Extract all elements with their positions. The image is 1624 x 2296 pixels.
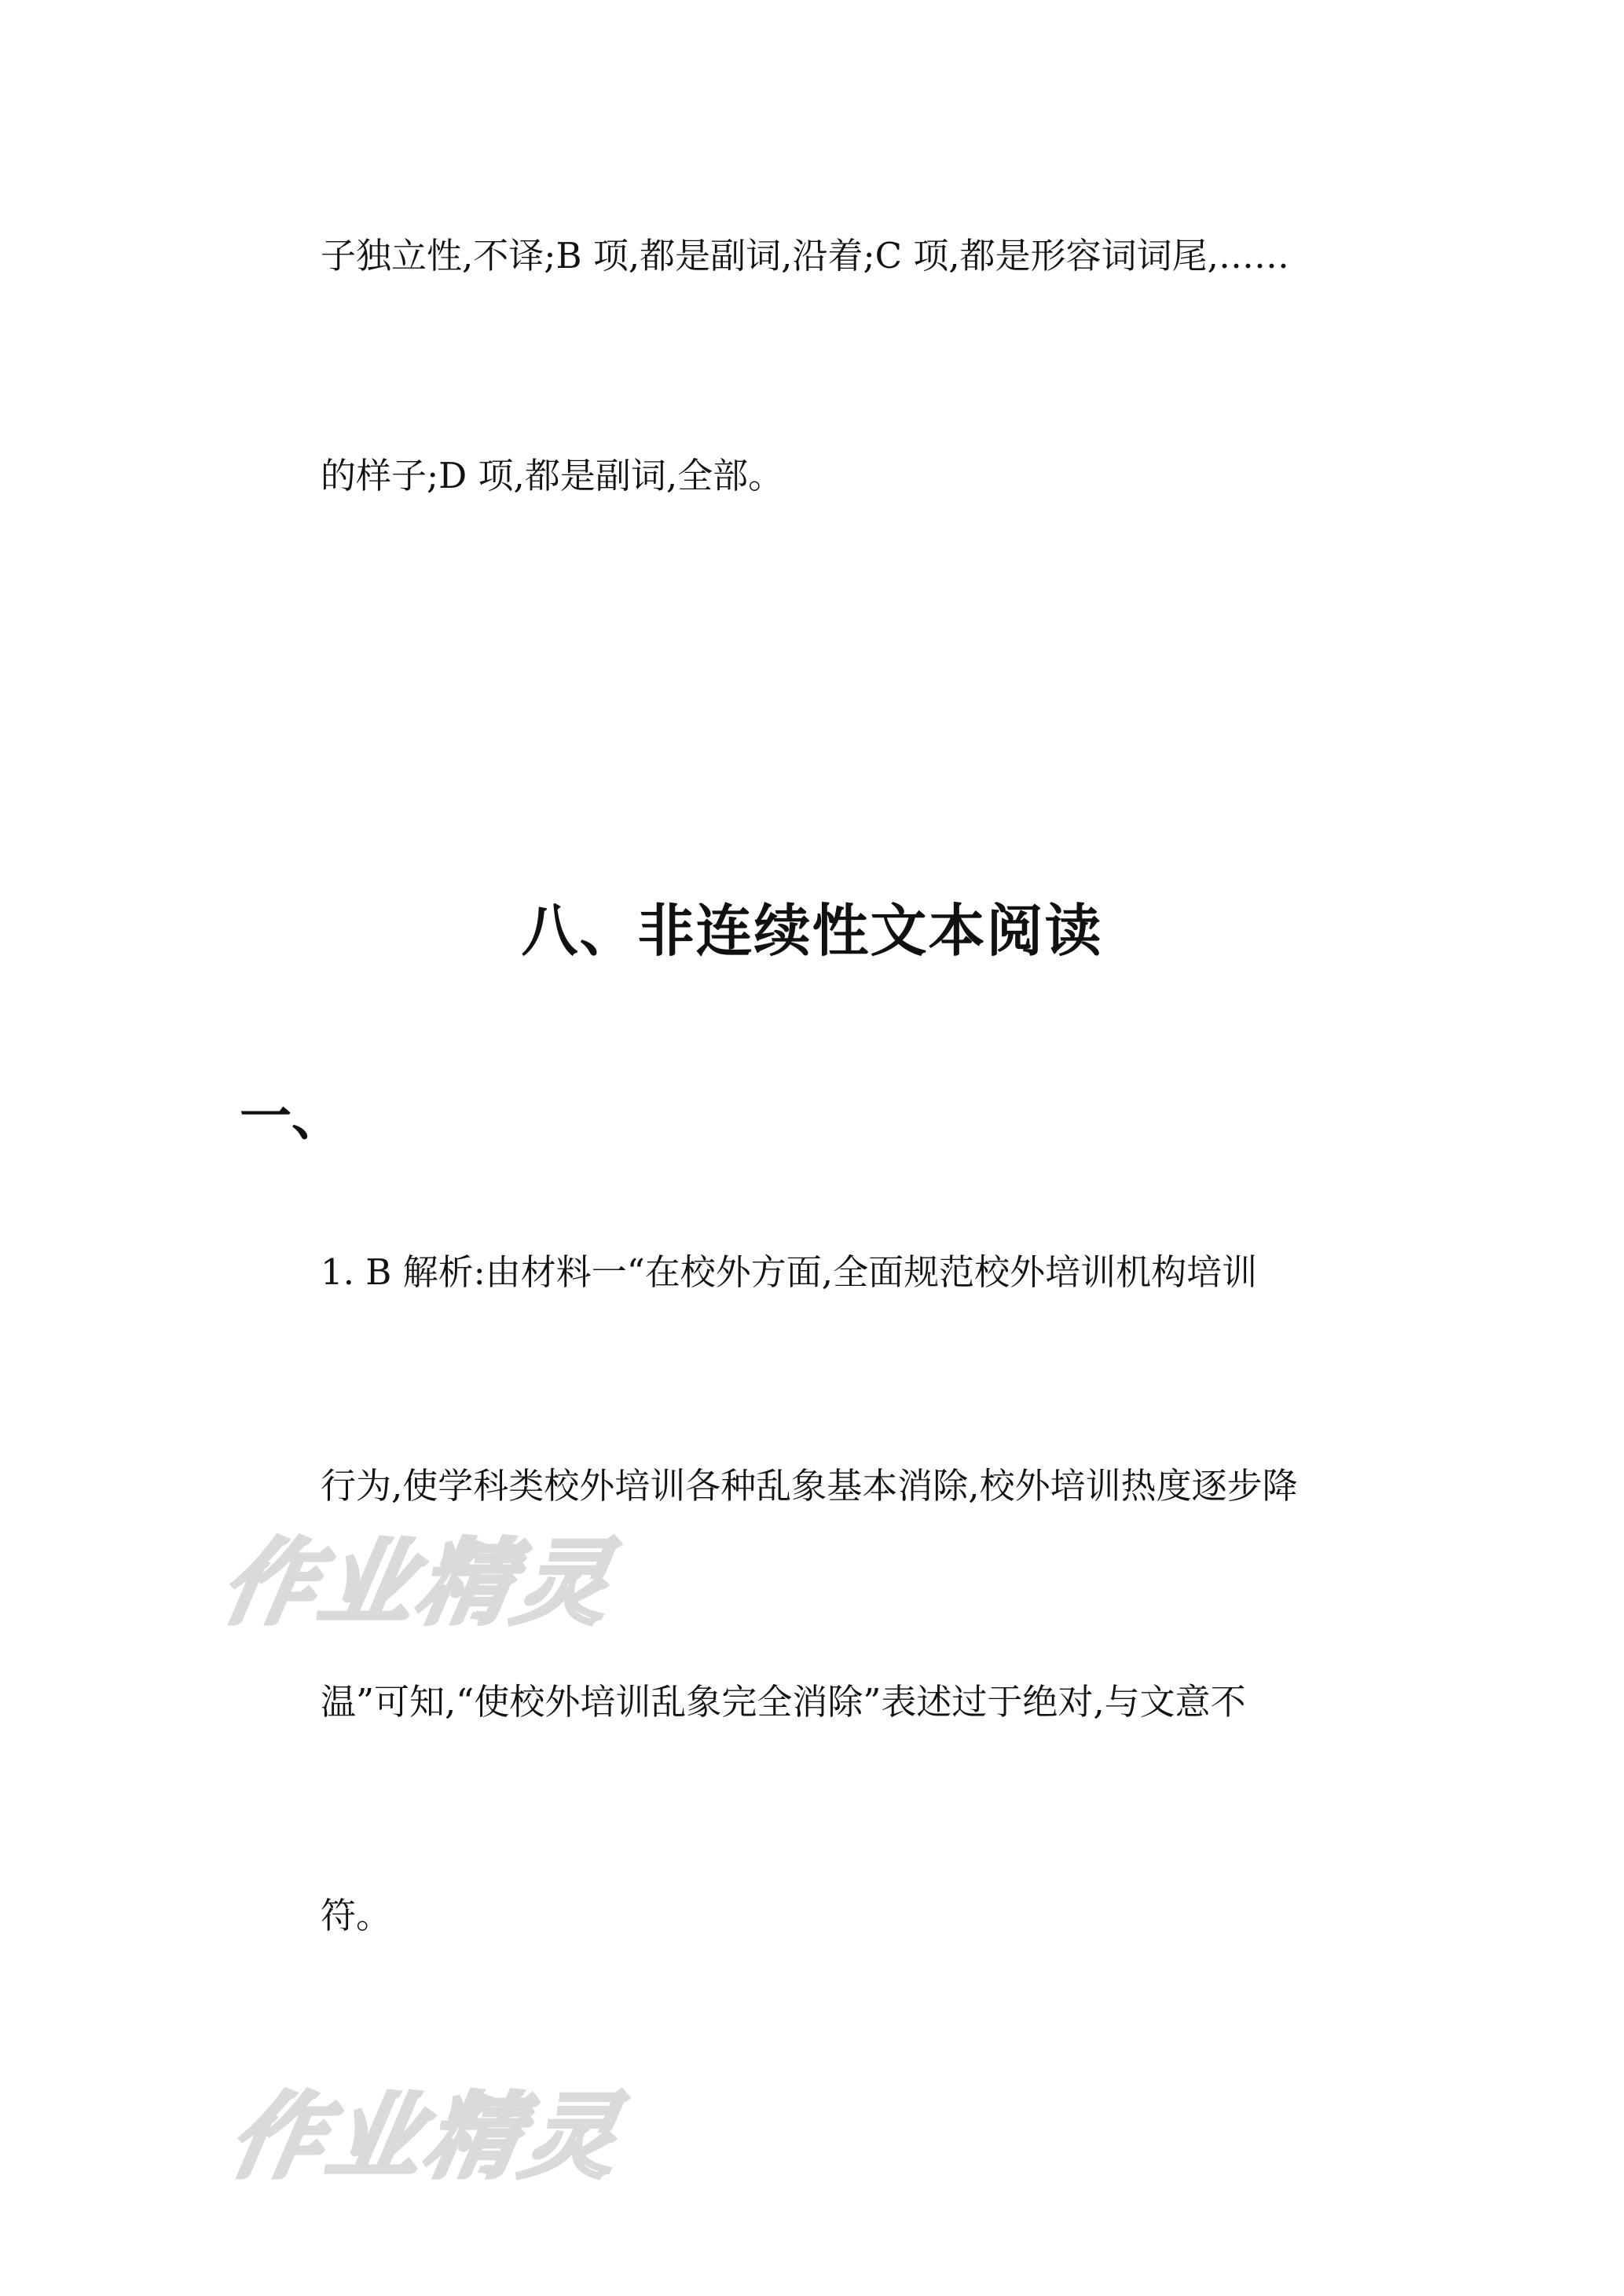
answer-line: 符。 xyxy=(321,1895,392,1936)
section-label: 一、 xyxy=(240,1086,343,1147)
chapter-title: 八、非连续性文本阅读 xyxy=(521,898,1103,964)
answer-line: 温”可知,“使校外培训乱象完全消除”表述过于绝对,与文意不 xyxy=(321,1681,1246,1723)
watermark: 作业精灵 xyxy=(222,2082,632,2191)
answer-line: 1. B 解析:由材料一“在校外方面,全面规范校外培训机构培训 xyxy=(321,1251,1258,1293)
watermark: 作业精灵 xyxy=(214,1529,624,1637)
text-line: 子独立性,不译;B 项,都是副词,沿着;C 项,都是形容词词尾,…… xyxy=(321,235,1289,276)
answer-line: 行为,使学科类校外培训各种乱象基本消除,校外培训热度逐步降 xyxy=(321,1465,1298,1507)
text-line: 的样子;D 项,都是副词,全部。 xyxy=(321,455,784,496)
